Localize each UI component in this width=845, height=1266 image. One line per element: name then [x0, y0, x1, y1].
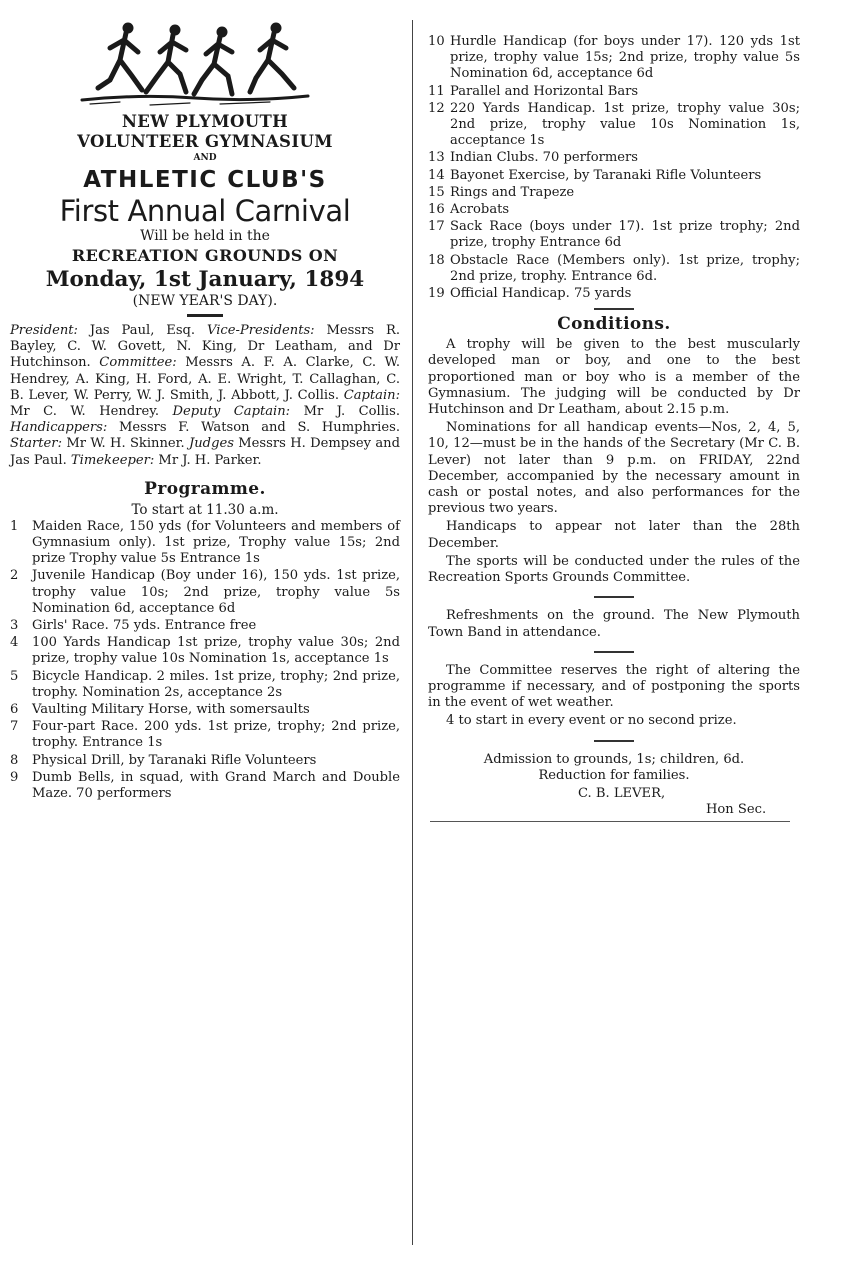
programme-item-text: Physical Drill, by Taranaki Rifle Volunteers	[32, 752, 317, 768]
programme-item-text: Obstacle Race (Members only). 1st prize, trophy; 2nd prize, trophy. Entrance 6d.	[450, 252, 800, 284]
programme-item-text: Vaulting Military Horse, with somersaults	[32, 702, 310, 718]
programme-item	[10, 702, 400, 718]
programme-item-number: 11	[428, 83, 445, 99]
programme-item-text: Rings and Trapeze	[450, 184, 575, 200]
programme-list-left	[10, 519, 400, 802]
header-carnival: First Annual Carnival	[59, 194, 351, 228]
programme-item-text: 100 Yards Handicap 1st prize, trophy value 30s; 2nd prize, trophy value 10s Nomination 1s, acceptance 1s	[32, 635, 400, 667]
programme-item	[428, 34, 800, 83]
captain-label: Captain:	[343, 387, 400, 403]
programme-item-number: 6	[10, 702, 19, 718]
condition-paragraph: The sports will be conducted under the rules of the Recreation Sports Grounds Committee.	[428, 553, 800, 586]
programme-item-text: 220 Yards Handicap. 1st prize, trophy value 30s; 2nd prize, trophy value 10s Nomination 1s, acceptance 1s	[450, 100, 800, 149]
programme-item-text: Indian Clubs. 70 performers	[450, 150, 638, 166]
header-club-name: ATHLETIC CLUB'S	[83, 167, 327, 193]
programme-item	[428, 150, 800, 166]
programme-item-number: 1	[10, 518, 19, 534]
programme-item-text: Bayonet Exercise, by Taranaki Rifle Volunteers	[450, 167, 762, 183]
programme-item-number: 13	[428, 150, 445, 166]
programme-item	[428, 185, 800, 201]
programme-item	[428, 168, 800, 184]
programme-item-number: 4	[10, 635, 19, 651]
programme-item-number: 15	[428, 184, 445, 200]
programme-item	[428, 286, 800, 302]
timekeeper-label: Timekeeper:	[70, 452, 155, 468]
programme-start: To start at 11.30 a.m.	[131, 501, 279, 518]
programme-item	[10, 719, 400, 751]
handicappers: Messrs F. Watson and S. Humphries.	[107, 420, 400, 436]
programme-item-text: Girls' Race. 75 yds. Entrance free	[32, 618, 257, 634]
programme-item	[10, 753, 400, 769]
officials-paragraph	[10, 323, 400, 469]
vice-presidents-label: Vice-Presidents:	[206, 323, 315, 338]
handicappers-label: Handicappers:	[10, 420, 108, 436]
programme-item-number: 3	[10, 618, 19, 634]
judges: Messrs H. Dempsey and Jas Paul.	[10, 436, 400, 468]
condition-paragraph: Nominations for all handicap events—Nos, 2, 4, 5, 10, 12—must be in the hands of the Secretary (Mr C. B. Lever) not later than 9 p.m. on FRIDAY, 22nd December, accompanied by the necessary amount in cash or postal notes, and also performances for the previous two years.	[428, 420, 800, 517]
condition-paragraph: A trophy will be given to the best muscularly developed man or boy, and one to the best proportioned man or boy who is a member of the Gymnasium. The judging will be conducted by Dr Hutchinson and Dr Leatham, about 2.15 p.m.	[428, 337, 800, 418]
captain: Mr C. W. Hendrey.	[10, 404, 173, 420]
notice-rule-3	[594, 740, 634, 742]
conditions-list	[428, 337, 800, 586]
header-new-years-day: (NEW YEAR'S DAY).	[132, 293, 278, 309]
conditions-title: Conditions.	[557, 314, 671, 335]
president-label: President:	[10, 323, 78, 338]
programme-item-number: 12	[428, 100, 445, 116]
programme-item-text: Hurdle Handicap (for boys under 17). 120 yds 1st prize, trophy value 15s; 2nd prize, trophy value 5s Nomination 6d, acceptance 6d	[450, 34, 800, 82]
reduction: Reduction for families.	[538, 767, 690, 783]
programme-item-text: Four-part Race. 200 yds. 1st prize, trophy; 2nd prize, trophy. Entrance 1s	[32, 719, 400, 751]
programme-item-text: Maiden Race, 150 yds (for Volunteers and members of Gymnasium only). 1st prize, Trophy value 15s; 2nd prize Trophy value 5s Entrance 1s	[32, 518, 400, 567]
header-held: Will be held in the	[140, 228, 270, 244]
admission: Admission to grounds, 1s; children, 6d.	[483, 751, 745, 767]
programme-item-text: Bicycle Handicap. 2 miles. 1st prize, trophy; 2nd prize, trophy. Nomination 2s, acceptance 2s	[32, 668, 400, 700]
programme-item	[428, 253, 800, 285]
programme-item-text: Official Handicap. 75 yards	[450, 286, 632, 302]
programme-item-number: 9	[10, 769, 19, 785]
programme-list-right	[428, 34, 800, 302]
programme-item	[10, 618, 400, 634]
programme-item-number: 18	[428, 252, 445, 268]
header-date: Monday, 1st January, 1894	[45, 267, 365, 292]
programme-item-text: Dumb Bells, in squad, with Grand March and Double Maze. 70 performers	[32, 769, 400, 802]
programme-item-number: 16	[428, 202, 445, 218]
signature: C. B. LEVER,	[578, 785, 666, 801]
president: Jas Paul, Esq.	[77, 323, 207, 338]
header-grounds: RECREATION GROUNDS ON	[71, 246, 339, 265]
programme-end-rule	[594, 308, 634, 310]
programme-item-number: 5	[10, 668, 19, 684]
programme-item	[10, 635, 400, 667]
programme-item	[10, 519, 400, 568]
programme-title: Programme.	[144, 478, 266, 499]
refreshments-notice: Refreshments on the ground. The New Plymouth Town Band in attendance.	[428, 608, 800, 640]
starter-label: Starter:	[10, 436, 62, 452]
programme-item-number: 10	[428, 34, 445, 49]
committee: Messrs A. F. A. Clarke, C. W. Hendrey, A. King, H. Ford, A. E. Wright, T. Callaghan, C. B. Lever, W. Perry, W. J. Smith, J. Abbott, J. Collis.	[10, 355, 400, 403]
programme-item-number: 19	[428, 286, 445, 302]
header-line-2: VOLUNTEER GYMNASIUM	[77, 132, 333, 151]
programme-item-number: 7	[10, 719, 19, 735]
deputy-label: Deputy Captain:	[172, 404, 291, 420]
programme-item-number: 2	[10, 568, 19, 584]
programme-item	[10, 669, 400, 701]
header-line-1: NEW PLYMOUTH	[121, 112, 289, 131]
footer-rule	[430, 821, 790, 822]
condition-paragraph: Handicaps to appear not later than the 28th December.	[428, 519, 800, 551]
programme-item-number: 8	[10, 752, 19, 768]
judges-label: Judges	[189, 436, 234, 452]
committee-notice: The Committee reserves the right of altering the programme if necessary, and of postponing the sports in the event of wet weather.	[428, 662, 800, 711]
notice-rule-2	[594, 651, 634, 653]
programme-item-text: Juvenile Handicap (Boy under 16), 150 yds. 1st prize, trophy value 10s; 2nd prize, trophy value 5s Nomination 6d, acceptance 6d	[32, 568, 400, 616]
deputy: Mr J. Collis.	[290, 404, 400, 420]
signature-title: Hon Sec.	[706, 802, 767, 818]
programme-item	[428, 202, 800, 218]
right-column	[428, 0, 800, 822]
programme-item-number: 14	[428, 167, 445, 183]
programme-item	[10, 770, 400, 802]
programme-item	[428, 219, 800, 251]
runners-illustration	[80, 18, 310, 108]
header-and: AND	[193, 153, 217, 163]
programme-item-text: Sack Race (boys under 17). 1st prize trophy; 2nd prize, trophy Entrance 6d	[450, 219, 800, 251]
programme-item	[428, 101, 800, 150]
column-divider	[412, 20, 413, 1245]
starter: Mr W. H. Skinner.	[61, 436, 189, 452]
programme-item-text: Parallel and Horizontal Bars	[450, 83, 639, 99]
header-divider	[187, 314, 223, 317]
vice-presidents: Messrs R. Bayley, C. W. Govett, N. King, Dr Leatham, and Dr Hutchinson.	[10, 323, 400, 371]
committee-label: Committee:	[99, 355, 177, 371]
programme-item-number: 17	[428, 219, 445, 235]
start-rule-notice: 4 to start in every event or no second prize.	[446, 713, 737, 729]
left-column	[10, 0, 400, 803]
programme-item-text: Acrobats	[450, 202, 510, 218]
programme-item	[428, 84, 800, 100]
timekeeper: Mr J. H. Parker.	[154, 452, 262, 468]
programme-item	[10, 568, 400, 617]
notice-rule-1	[594, 596, 634, 598]
